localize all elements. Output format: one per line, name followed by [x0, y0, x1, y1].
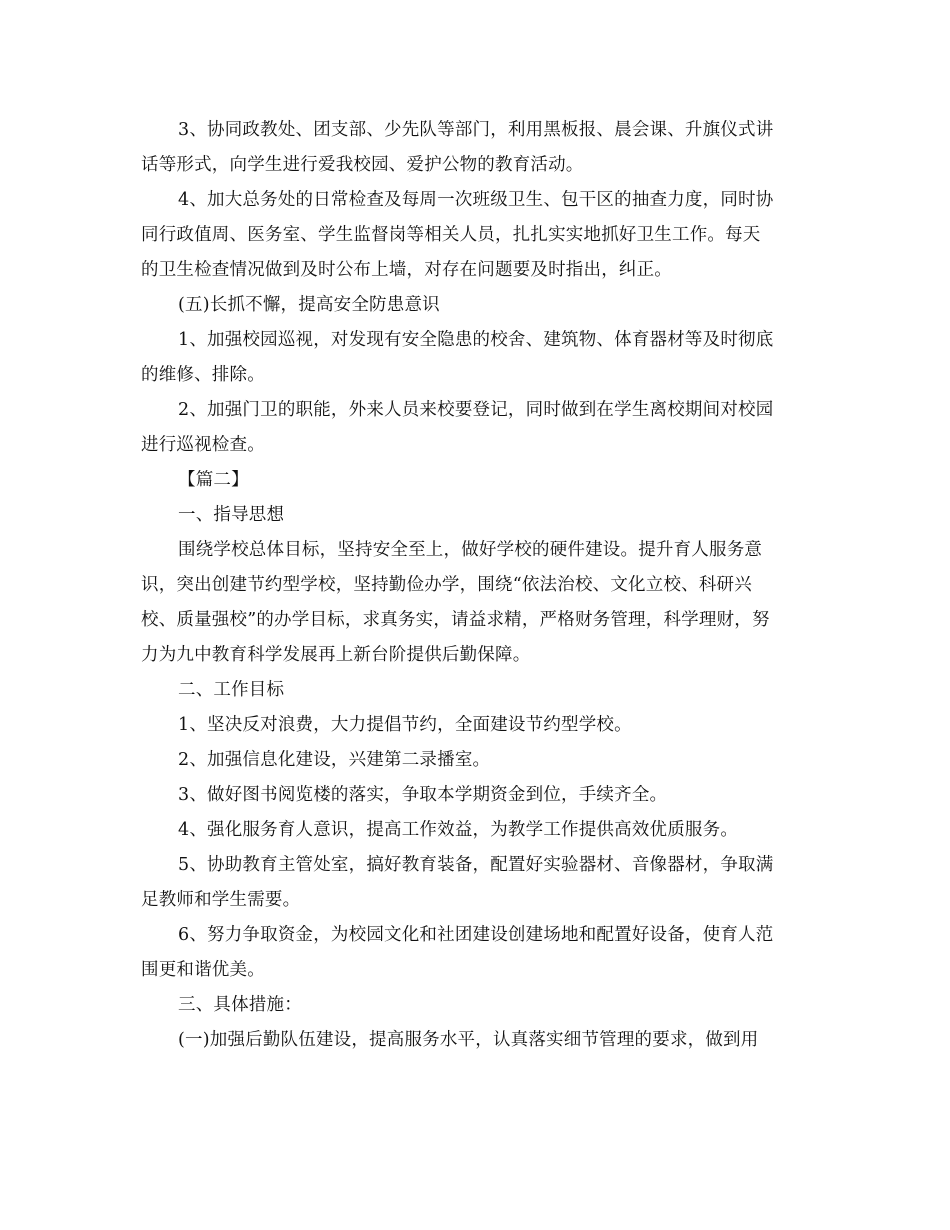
- goal-item-4: [141, 813, 809, 848]
- section-heading-work-goals: [141, 673, 809, 708]
- text-line: 【篇二】: [178, 470, 249, 490]
- text-line: (五)长抓不懈，提高安全防患意识: [178, 295, 440, 315]
- goal-item-5: [141, 848, 809, 918]
- paragraph-safety-1: [141, 323, 809, 393]
- goal-item-6: [141, 918, 809, 988]
- text-line: 1、加强校园巡视，对发现有安全隐患的校舍、建筑物、体育器材等及时彻底: [178, 330, 774, 350]
- paragraph-guiding-thought: [141, 533, 809, 673]
- text-line: 4、强化服务育人意识，提高工作效益，为教学工作提供高效优质服务。: [178, 820, 739, 840]
- paragraph-item-4: [141, 183, 809, 288]
- text-line: 2、加强信息化建设，兴建第二录播室。: [178, 750, 491, 770]
- section-heading-5: [141, 288, 809, 323]
- text-line: 力为九中教育科学发展再上新台阶提供后勤保障。: [141, 645, 531, 665]
- text-line: 校、质量强校”的办学目标，求真务实，请益求精，严格财务管理，科学理财，努: [141, 610, 770, 630]
- text-line: 足教师和学生需要。: [141, 890, 301, 910]
- goal-item-3: [141, 778, 809, 813]
- section-heading-measures: [141, 988, 809, 1023]
- text-line: 识，突出创建节约型学校，坚持勤俭办学，围绕“依法治校、文化立校、科研兴: [141, 575, 752, 595]
- text-line: 二、工作目标: [178, 680, 285, 700]
- text-line: 3、协同政教处、团支部、少先队等部门，利用黑板报、晨会课、升旗仪式讲: [178, 120, 774, 140]
- text-line: 5、协助教育主管处室，搞好教育装备，配置好实验器材、音像器材，争取满: [178, 855, 774, 875]
- text-line: 同行政值周、医务室、学生监督岗等相关人员，扎扎实实地抓好卫生工作。每天: [141, 225, 761, 245]
- text-line: 围更和谐优美。: [141, 960, 265, 980]
- text-line: 2、加强门卫的职能，外来人员来校要登记，同时做到在学生离校期间对校园: [178, 400, 774, 420]
- text-line: 三、具体措施：: [178, 995, 302, 1015]
- text-line: 4、加大总务处的日常检查及每周一次班级卫生、包干区的抽查力度，同时协: [178, 190, 774, 210]
- text-line: 的维修、排除。: [141, 365, 265, 385]
- text-line: 的卫生检查情况做到及时公布上墙，对存在问题要及时指出，纠正。: [141, 260, 672, 280]
- text-line: 3、做好图书阅览楼的落实，争取本学期资金到位，手续齐全。: [178, 785, 668, 805]
- measure-item-1: [141, 1023, 809, 1058]
- paragraph-safety-2: [141, 393, 809, 463]
- text-line: 话等形式，向学生进行爱我校园、爱护公物的教育活动。: [141, 155, 584, 175]
- paragraph-item-3: [141, 113, 809, 183]
- part-heading: [141, 463, 809, 498]
- text-line: 一、指导思想: [178, 505, 285, 525]
- text-line: (一)加强后勤队伍建设，提高服务水平，认真落实细节管理的要求，做到用: [178, 1030, 759, 1050]
- section-heading-guiding-thought: [141, 498, 809, 533]
- text-line: 进行巡视检查。: [141, 435, 265, 455]
- goal-item-1: [141, 708, 809, 743]
- goal-item-2: [141, 743, 809, 778]
- text-line: 1、坚决反对浪费，大力提倡节约，全面建设节约型学校。: [178, 715, 632, 735]
- text-line: 围绕学校总体目标，坚持安全至上，做好学校的硬件建设。提升育人服务意: [178, 540, 763, 560]
- text-line: 6、努力争取资金，为校园文化和社团建设创建场地和配置好设备，使育人范: [178, 925, 774, 945]
- document-body: [141, 113, 809, 1058]
